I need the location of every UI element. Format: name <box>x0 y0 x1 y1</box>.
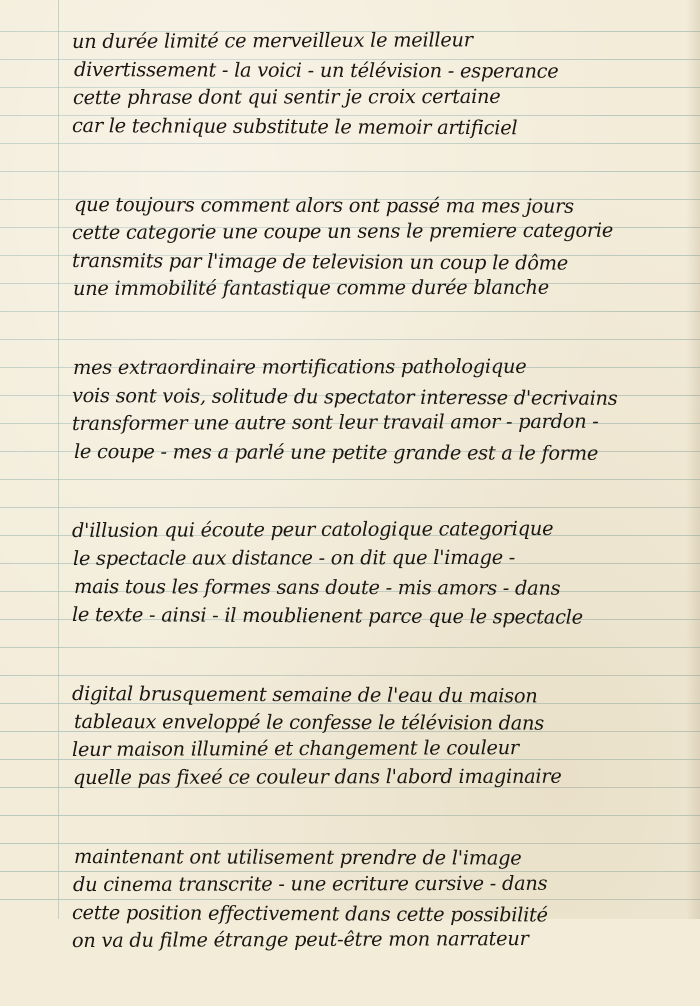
text-line: le spectacle aux distance - on dit que l'image - <box>72 545 516 570</box>
margin-rule <box>58 0 59 919</box>
text-line: vois sont vois, solitude du spectator interesse d'ecrivains <box>71 384 618 410</box>
stanza <box>72 517 682 629</box>
stanza <box>72 191 682 303</box>
text-line: d'illusion qui écoute peur catologique categorique <box>71 516 554 542</box>
text-line: un durée limité ce merveilleux le meilleur <box>71 28 473 53</box>
text-line: mais tous les formes sans doute - mis amors - dans <box>73 575 561 600</box>
text-line: on va du filme étrange peut-être mon narrateur <box>71 927 529 952</box>
text-line: car le technique substitute le memoir artificiel <box>71 114 518 140</box>
text-line: une immobilité fantastique comme durée blanche <box>72 275 549 300</box>
stanza <box>72 680 682 792</box>
text-line: leur maison illuminé et changement le couleur <box>71 736 519 761</box>
text-line: cette phrase dont qui sentir je croix certaine <box>72 84 501 109</box>
text-line: mes extraordinaire mortifications pathologique <box>72 354 527 379</box>
text-line: le texte - ainsi - il moublienent parce que le spectacle <box>71 603 583 629</box>
text-line: transmits par l'image de television un coup le dôme <box>71 249 569 275</box>
stanza <box>72 843 682 955</box>
text-line: cette categorie une coupe un sens le premiere categorie <box>71 218 614 244</box>
text-line: cette position effectivement dans cette possibilité <box>71 901 548 927</box>
text-line: le coupe - mes a parlé une petite grande est a le forme <box>73 440 599 465</box>
text-line: transformer une autre sont leur travail amor - pardon - <box>71 409 599 435</box>
stanza <box>72 28 682 140</box>
text-line: divertissement - la voici - un télévision - esperance <box>73 58 559 83</box>
text-line: que toujours comment alors ont passé ma mes jours <box>73 193 574 218</box>
handwritten-text <box>72 28 682 1006</box>
stanza <box>72 354 682 466</box>
text-line: du cinema transcrite - une ecriture cursive - dans <box>72 871 548 896</box>
paper-edge <box>686 0 700 919</box>
text-line: quelle pas fixeé ce couleur dans l'abord imaginaire <box>72 764 562 789</box>
text-line: tableaux enveloppé le confesse le télévision dans <box>73 710 544 735</box>
text-line: maintenant ont utilisement prendre de l'image <box>73 845 522 870</box>
text-line: digital brusquement semaine de l'eau du maison <box>71 682 538 708</box>
